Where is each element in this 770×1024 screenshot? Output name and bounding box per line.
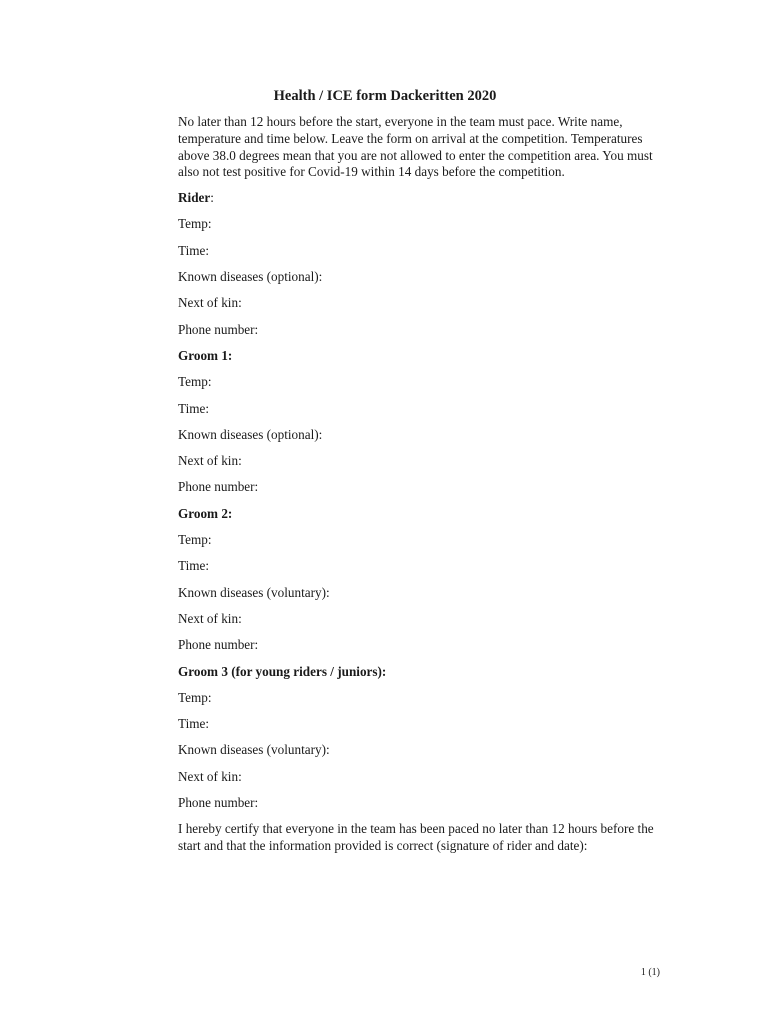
form-title: Health / ICE form Dackeritten 2020 bbox=[273, 88, 497, 104]
section-groom-1 bbox=[178, 348, 668, 506]
field-next-of-kin-label: Next of kin: bbox=[178, 453, 242, 469]
section-title: Rider: bbox=[178, 190, 214, 206]
field-time-label: Time: bbox=[178, 242, 210, 258]
field-next-of-kin-label: Next of kin: bbox=[178, 295, 242, 311]
field-phone-label: Phone number: bbox=[178, 479, 259, 495]
field-phone-label: Phone number: bbox=[178, 637, 259, 653]
field-time-label: Time: bbox=[178, 400, 210, 416]
section-title: Groom 3 (for young riders / juniors): bbox=[178, 663, 387, 679]
form-body bbox=[178, 114, 668, 855]
certification-statement: I hereby certify that everyone in the team has been paced no later than 12 hours before the start and that the information provided is correct (signature of rider and date): bbox=[178, 821, 654, 854]
page-number: 1 (1) bbox=[640, 967, 660, 978]
field-temp-label: Temp: bbox=[178, 374, 212, 390]
intro-paragraph: No later than 12 hours before the start, everyone in the team must pace. Write name, temperature and time below. Leave the form on arrival at the competition. Temperatures above 38.0 degrees mean that you are not allowed to enter the competition area. You must also not test positive for Covid-19 within 14 days before the competition. bbox=[178, 114, 653, 180]
field-next-of-kin-label: Next of kin: bbox=[178, 610, 242, 626]
section-title: Groom 2: bbox=[178, 505, 233, 521]
section-groom-3 bbox=[178, 664, 668, 822]
field-temp-label: Temp: bbox=[178, 689, 212, 705]
field-phone-label: Phone number: bbox=[178, 795, 259, 811]
field-time-label: Time: bbox=[178, 558, 210, 574]
field-diseases-label: Known diseases (optional): bbox=[178, 426, 323, 442]
field-next-of-kin-label: Next of kin: bbox=[178, 768, 242, 784]
section-rider bbox=[178, 190, 668, 348]
field-diseases-label: Known diseases (voluntary): bbox=[178, 584, 330, 600]
field-diseases-label: Known diseases (optional): bbox=[178, 269, 323, 285]
field-phone-label: Phone number: bbox=[178, 321, 259, 337]
field-diseases-label: Known diseases (voluntary): bbox=[178, 742, 330, 758]
field-time-label: Time: bbox=[178, 716, 210, 732]
section-title: Groom 1: bbox=[178, 347, 233, 363]
field-temp-label: Temp: bbox=[178, 532, 212, 548]
section-groom-2 bbox=[178, 506, 668, 664]
field-temp-label: Temp: bbox=[178, 216, 212, 232]
